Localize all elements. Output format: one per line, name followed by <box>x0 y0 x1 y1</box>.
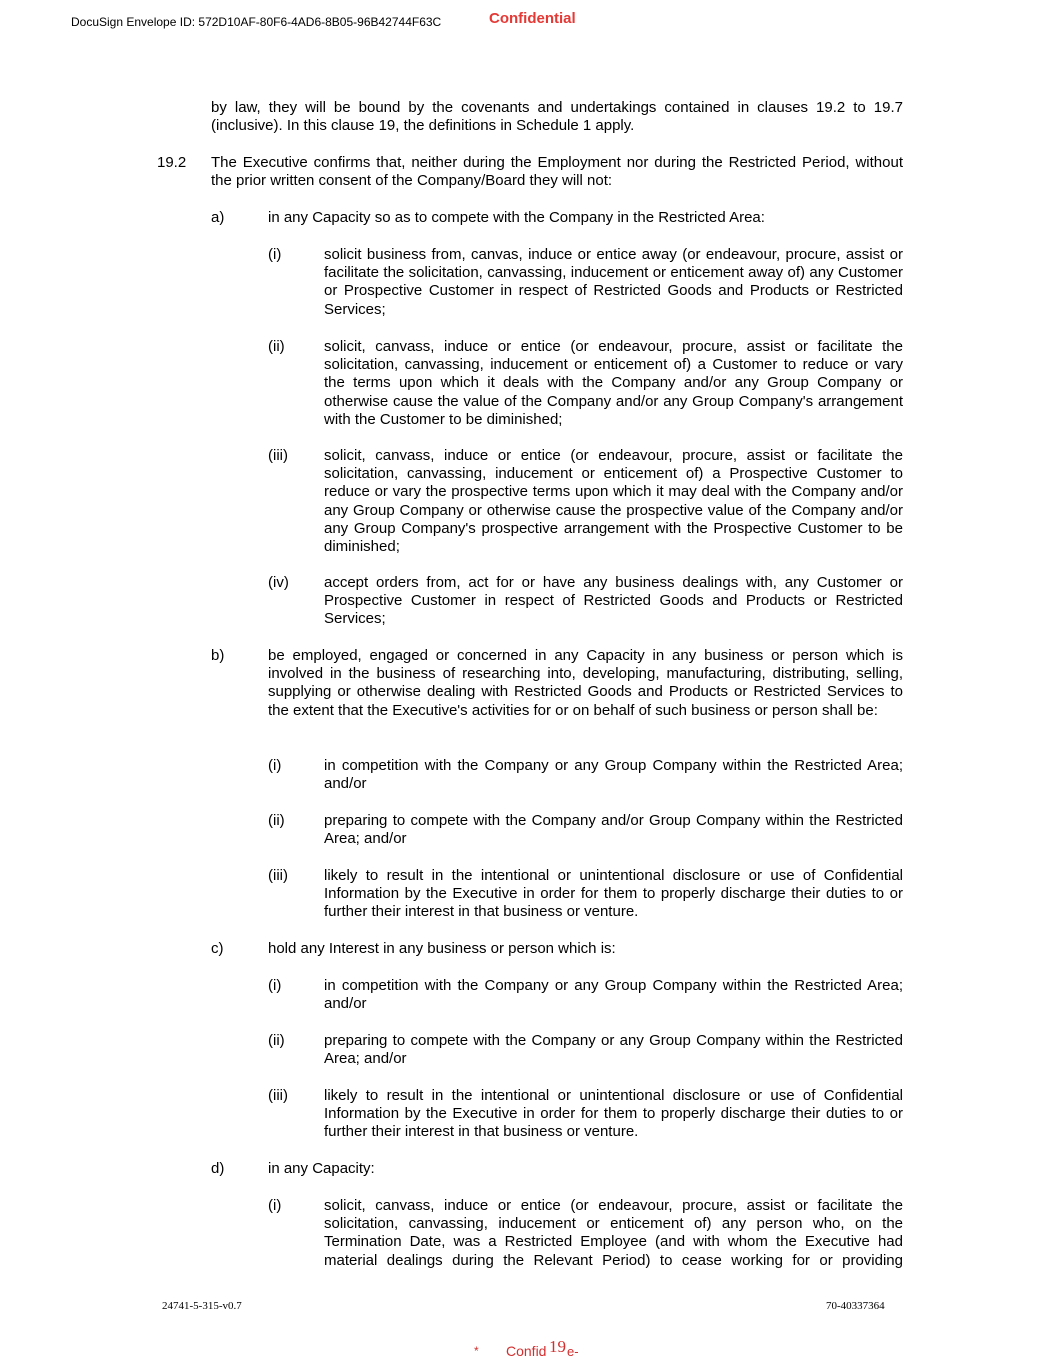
item-a-iv-label: (iv) <box>268 574 289 591</box>
clause-text: The Executive confirms that, neither during the Employment nor during the Restricted Period, without the prior written consent of the Company/Board they will not: <box>211 154 903 190</box>
item-b-ii-text: preparing to compete with the Company and/or Group Company within the Restricted Area; and/or <box>324 812 903 848</box>
item-c-ii-label: (ii) <box>268 1032 285 1049</box>
item-b-iii-label: (iii) <box>268 867 288 884</box>
item-c-text: hold any Interest in any business or person which is: <box>268 940 616 957</box>
item-a-i-text: solicit business from, canvas, induce or entice away (or endeavour, procure, assist or facilitate the solicitation, canvassing, inducement or enticement away of) any Customer or Prospective Customer in respect of Restricted Goods and Products or Restricted Services; <box>324 246 903 318</box>
item-b-label: b) <box>211 647 225 664</box>
item-a-ii-text: solicit, canvass, induce or entice (or endeavour, procure, assist or facilitate the solicitation, canvassing, inducement or enticement of) a Customer to reduce or vary the terms upon which it deals with the Company and/or any Group Company or otherwise cause the value of the Company and/or any Group Company's arrangement with the Customer to be diminished; <box>324 338 903 428</box>
intro-paragraph: by law, they will be bound by the covenants and undertakings contained in clauses 19.2 to 19.7 (inclusive). In this clause 19, the definitions in Schedule 1 apply. <box>211 99 903 135</box>
item-a-i-label: (i) <box>268 246 282 263</box>
item-a-label: a) <box>211 209 225 226</box>
item-c-i-label: (i) <box>268 977 282 994</box>
item-b-text: be employed, engaged or concerned in any Capacity in any business or person which is involved in the business of researching into, developing, manufacturing, distributing, selling, supplying or otherwise dealing with Restricted Goods and Products or Restricted Services to the extent that the Executive's activities for or on behalf of such business or person shall be: <box>268 647 903 719</box>
item-d-i-text: solicit, canvass, induce or entice (or endeavour, procure, assist or facilitate the solicitation, canvassing, inducement or enticement of) any person who, on the Termination Date, was a Restricted Employee (and with whom the Executive had material dealings during the Relevant Period) to cease working for or providing <box>324 1197 903 1269</box>
stamp-star: * <box>474 1344 479 1358</box>
item-a-ii-label: (ii) <box>268 338 285 355</box>
item-b-i-label: (i) <box>268 757 282 774</box>
item-c-ii-text: preparing to compete with the Company or any Group Company within the Restricted Area; and/or <box>324 1032 903 1068</box>
stamp-label: Confid <box>506 1343 547 1359</box>
item-d-text: in any Capacity: <box>268 1160 375 1177</box>
matter-reference: 70-40337364 <box>826 1300 885 1312</box>
item-a-iii-label: (iii) <box>268 447 288 464</box>
item-c-label: c) <box>211 940 224 957</box>
item-c-iii-text: likely to result in the intentional or unintentional disclosure or use of Confidential Information by the Executive in order for them to properly discharge their duties to or further their interest in that business or venture. <box>324 1087 903 1141</box>
item-d-label: d) <box>211 1160 225 1177</box>
page-number: 19 <box>549 1337 566 1356</box>
item-b-iii-text: likely to result in the intentional or unintentional disclosure or use of Confidential Information by the Executive in order for them to properly discharge their duties to or further their interest in that business or venture. <box>324 867 903 921</box>
clause-number: 19.2 <box>157 154 187 171</box>
stamp-suffix: e- <box>567 1344 579 1359</box>
docusign-envelope-id: DocuSign Envelope ID: 572D10AF-80F6-4AD6-8B05-96B42744F63C <box>71 15 442 29</box>
item-a-iv-text: accept orders from, act for or have any business dealings with, any Customer or Prospective Customer in respect of Restricted Goods and Products or Restricted Services; <box>324 574 903 628</box>
item-c-i-text: in competition with the Company or any Group Company within the Restricted Area; and/or <box>324 977 903 1013</box>
item-a-text: in any Capacity so as to compete with the Company in the Restricted Area: <box>268 209 765 226</box>
item-b-ii-label: (ii) <box>268 812 285 829</box>
confidential-label: Confidential <box>489 10 576 27</box>
document-reference: 24741-5-315-v0.7 <box>162 1300 242 1312</box>
item-a-iii-text: solicit, canvass, induce or entice (or endeavour, procure, assist or facilitate the solicitation, canvassing, inducement or enticement of) a Prospective Customer to reduce or vary the prospective terms upon which it may deal with the Company and/or any Group Company or otherwise cause the prospective value of the Company and/or any Group Company's prospective arrangement with the Prospective Customer to be diminished; <box>324 447 903 556</box>
item-c-iii-label: (iii) <box>268 1087 288 1104</box>
item-b-i-text: in competition with the Company or any Group Company within the Restricted Area; and/or <box>324 757 903 793</box>
item-d-i-label: (i) <box>268 1197 282 1214</box>
